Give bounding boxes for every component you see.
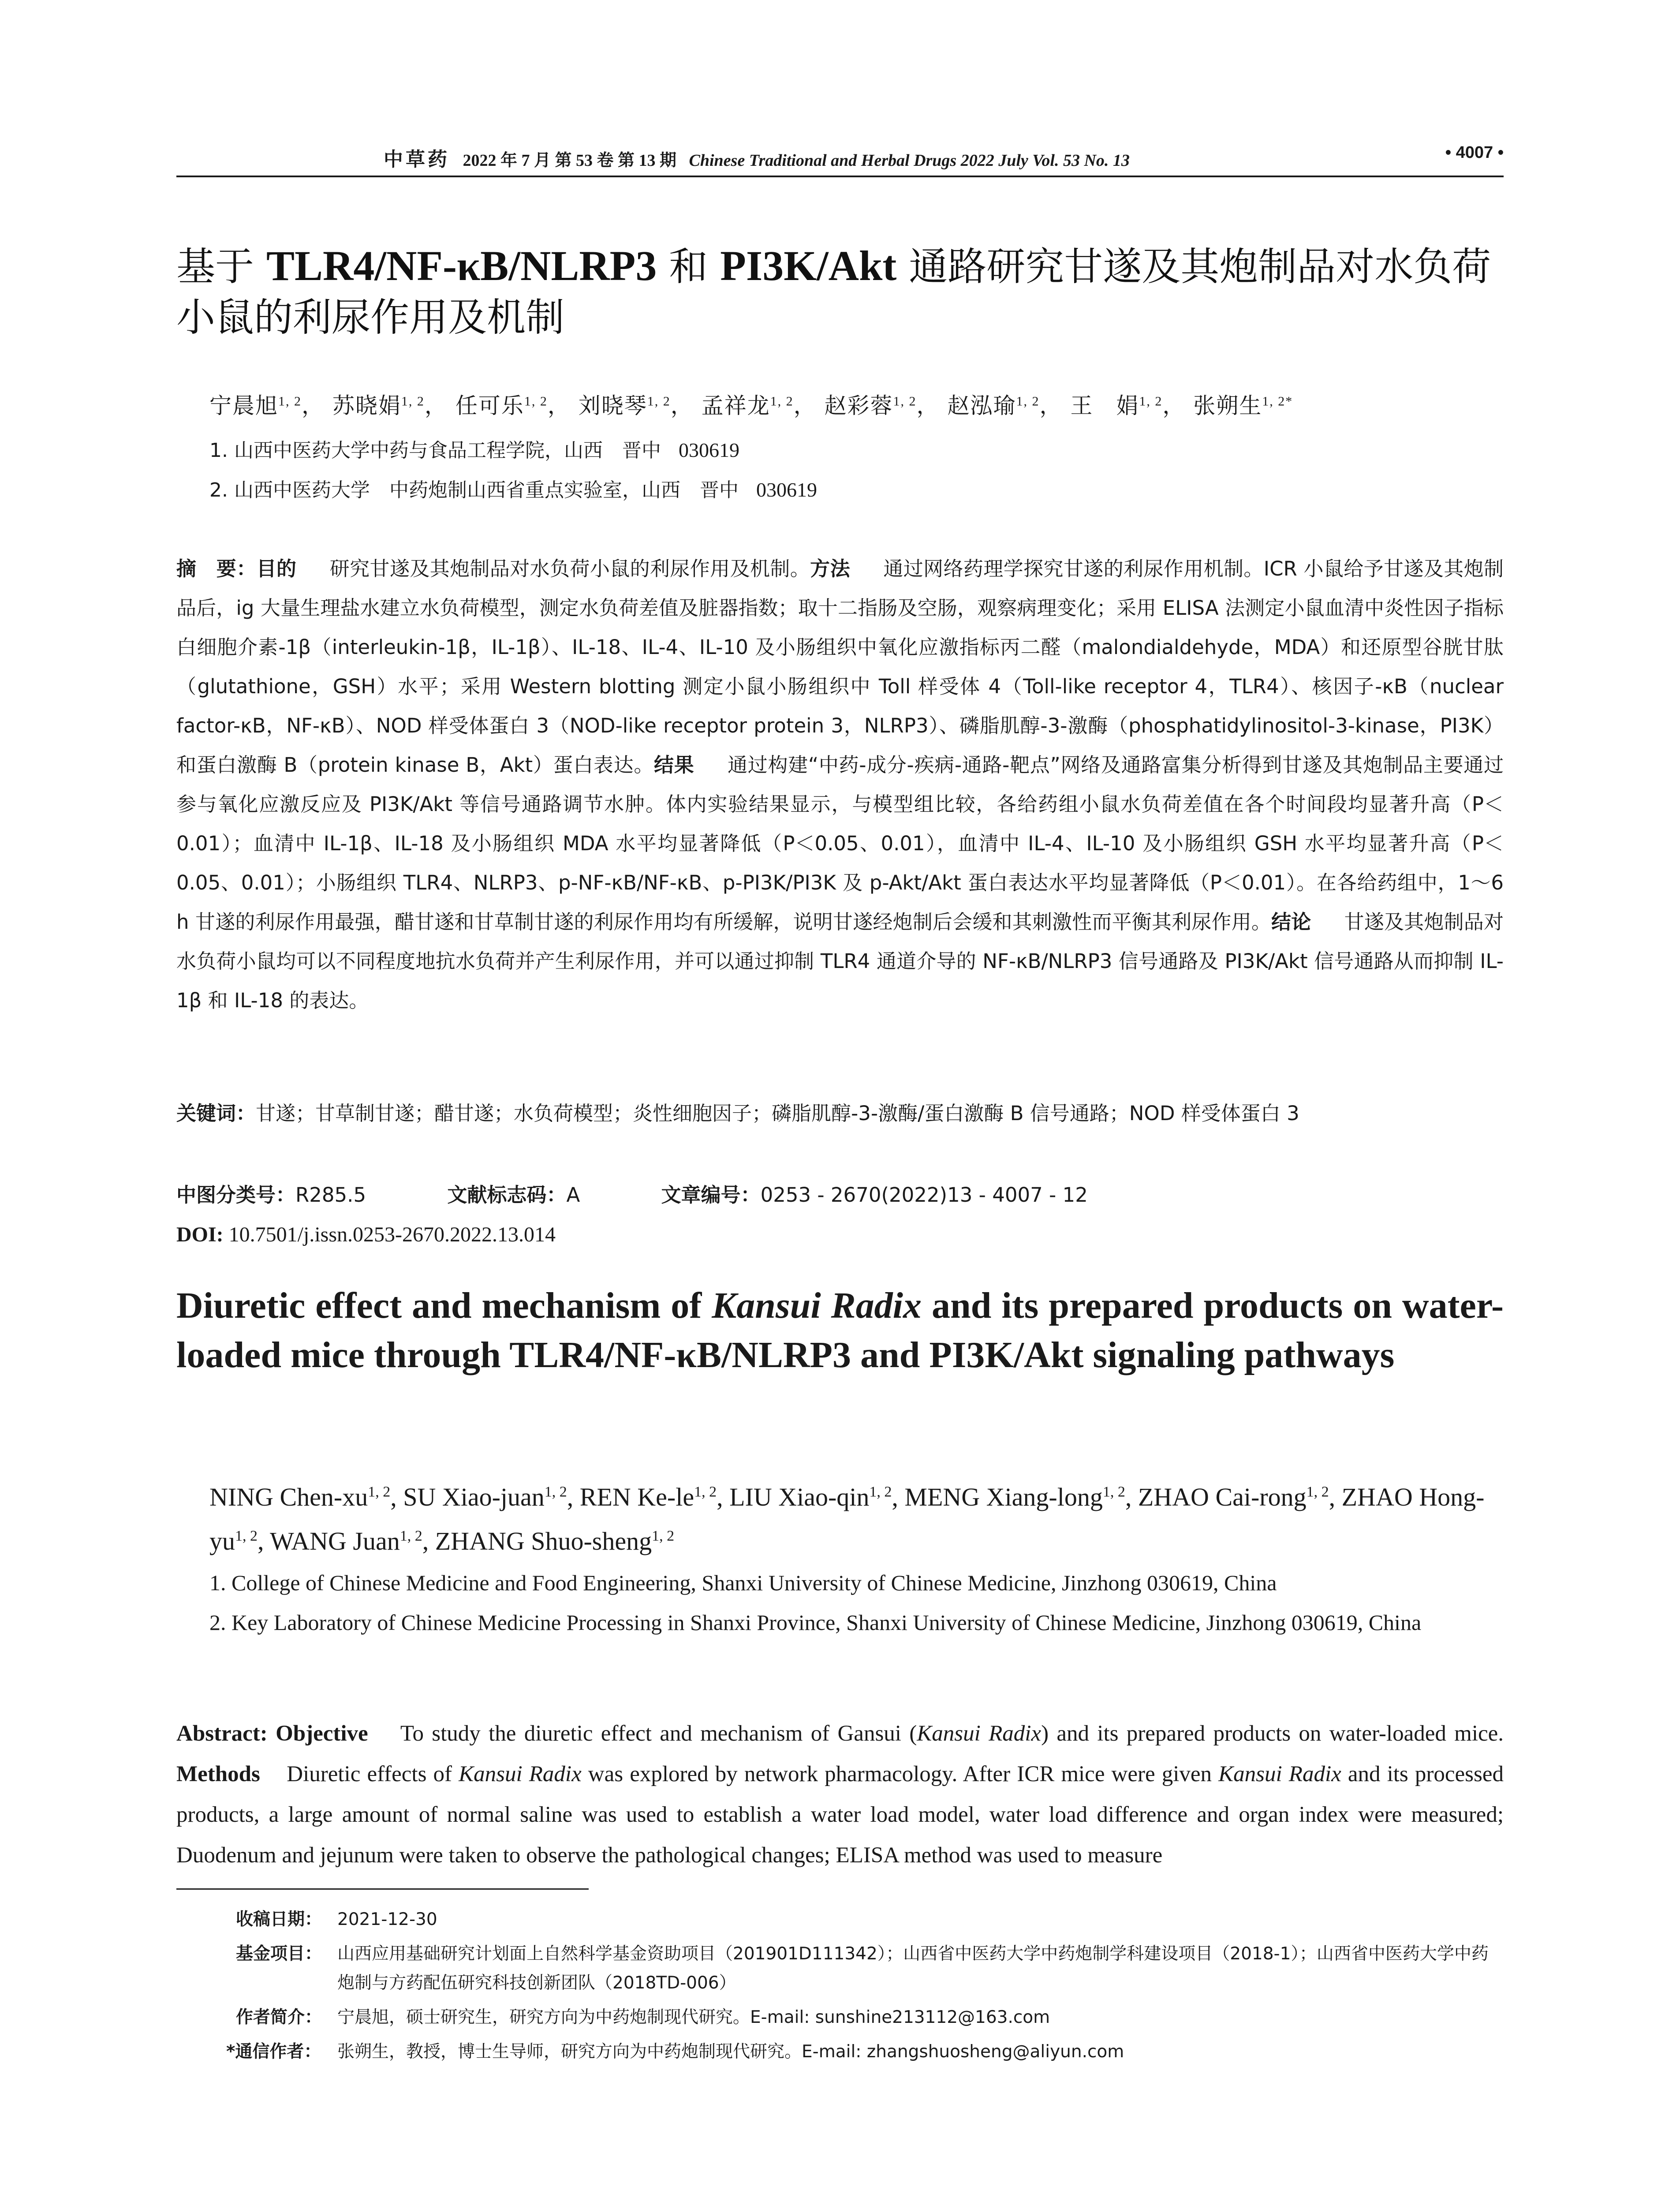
cn-author: 宁晨旭$^{1, 2}$ xyxy=(209,393,302,419)
abstract-label: 摘 要： xyxy=(176,557,257,580)
received-date: 收稿日期： 2021-12-30 xyxy=(236,1910,437,1929)
funding: 基金项目： 山西应用基础研究计划面上自然科学基金资助项目（201901D111342）；山西省中医药大学中药炮制学科建设项目（2018-1）；山西省中医药大学中药炮制与方药配伍研究科技创新团队（2018TD-006） xyxy=(236,1944,1489,1993)
cn-title-part: 基于 xyxy=(176,244,266,289)
en-author: ZHAO Cai-rong$^{1, 2}$ xyxy=(1138,1483,1329,1512)
en-affiliation: 1. College of Chinese Medicine and Food Engineering, Shanxi University of Chinese Medicine, Jinzhong 030619, China xyxy=(209,1570,1277,1595)
corresponding-author: *通信作者： 张朔生，教授，博士生导师，研究方向为中药炮制现代研究。E-mail: zhangshuosheng@aliyun.com xyxy=(226,2042,1124,2062)
cn-author-list: 宁晨旭$^{1, 2}$， 苏晓娟$^{1, 2}$， 任可乐$^{1, 2}$， 刘晓琴$^{1, 2}$， 孟祥龙$^{1, 2}$， 赵彩蓉$^{1, 2}$， 赵泓瑜$^{1, 2}$， 王 娟$^{1, 2}$， 张朔生$^{1, 2*}$ xyxy=(209,393,1293,419)
methods-text: 通过网络药理学探究甘遂的利尿作用机制。ICR 小鼠给予甘遂及其炮制品后，ig 大量生理盐水建立水负荷模型，测定水负荷差值及脏器指数；取十二指肠及空肠，观察病理变化；采用 ELISA 法测定小鼠血清中炎性因子指标白细胞介素-1β（interleukin-1β，IL-1β）、IL-18、IL-4、IL-10 及小肠组织中氧化应激指标丙二醛（malondialdehyde，MDA）和还原型谷胱甘肽（glutathione，GSH）水平；采用 Western blotting 测定小鼠小肠组织中 Toll 样受体 4（Toll-like receptor 4，TLR4）、核因子-κB（nuclear factor-κB，NF-κB）、NOD 样受体蛋白 3（NOD-like receptor protein 3，NLRP3）、磷脂肌醇-3-激酶（phosphatidylinositol-3-kinase，PI3K）和蛋白激酶 B（protein kinase B，Akt）蛋白表达。 xyxy=(176,557,1504,777)
en-author: WANG Juan$^{1, 2}$ xyxy=(269,1526,422,1555)
issue-cn: 2022 年 7 月 第 53 卷 第 13 期 xyxy=(463,151,677,170)
cn-classification xyxy=(176,1175,1504,1215)
en-methods-label: Methods xyxy=(176,1762,260,1786)
results-label: 结果 xyxy=(654,753,694,777)
en-author: LIU Xiao-qin$^{1, 2}$ xyxy=(729,1483,892,1512)
results-text: 通过构建“中药-成分-疾病-通路-靶点”网络及通路富集分析得到甘遂及其炮制品主要通过参与氧化应激反应及 PI3K/Akt 等信号通路调节水肿。体内实验结果显示，与模型组比较，各给药组小鼠水负荷差值在各个时间段均显著升高（P＜0.01）；血清中 IL-1β、IL-18 及小肠组织 MDA 水平均显著降低（P＜0.05、0.01），血清中 IL-4、IL-10 及小肠组织 GSH 水平均显著升高（P＜0.05、0.01）；小肠组织 TLR4、NLRP3、p-NF-κB/NF-κB、p-PI3K/PI3K 及 p-Akt/Akt 蛋白表达水平均显著降低（P＜0.01）。在各给药组中，1～6 h 甘遂的利尿作用最强，醋甘遂和甘草制甘遂的利尿作用均有所缓解，说明甘遂经炮制后会缓和其刺激性而平衡其利尿作用。 xyxy=(176,753,1504,934)
cn-author: 赵彩蓉$^{1, 2}$ xyxy=(824,393,917,419)
en-author-list: NING Chen-xu$^{1, 2}$, SU Xiao-juan$^{1, 2}$, REN Ke-le$^{1, 2}$, LIU Xiao-qin$^{1, 2}$, MENG Xiang-long$^{1, 2}$, ZHAO Cai-rong$^{1, 2}$, ZHAO Hong-yu$^{1, 2}$, WANG Juan$^{1, 2}$, ZHANG Shuo-sheng$^{1, 2}$ xyxy=(209,1483,1485,1555)
cn-abstract xyxy=(176,549,1504,1020)
methods-label: 方法 xyxy=(810,557,850,580)
en-author: SU Xiao-juan$^{1, 2}$ xyxy=(403,1483,567,1512)
cn-title xyxy=(176,240,1504,343)
running-header xyxy=(176,143,1504,170)
cn-author: 王 娟$^{1, 2}$ xyxy=(1070,393,1163,419)
page-number: • 4007 • xyxy=(1445,143,1504,162)
cn-author: 任可乐$^{1, 2}$ xyxy=(455,393,548,419)
conclusion-text: 甘遂及其炮制品对水负荷小鼠均可以不同程度地抗水负荷并产生利尿作用，并可以通过抑制 TLR4 通道介导的 NF-κB/NLRP3 信号通路及 PI3K/Akt 信号通路从而抑制 IL-1β 和 IL-18 的表达。 xyxy=(176,910,1504,1012)
journal-logo: 中草药 xyxy=(384,149,450,170)
conclusion-label: 结论 xyxy=(1271,910,1311,934)
en-abstract-label: Abstract: xyxy=(176,1721,268,1746)
cn-author: 刘晓琴$^{1, 2}$ xyxy=(578,393,671,419)
footnote-rule xyxy=(176,1888,589,1890)
keywords-text: 甘遂；甘草制甘遂；醋甘遂；水负荷模型；炎性细胞因子；磷脂肌醇-3-激酶/蛋白激酶 B 信号通路；NOD 样受体蛋白 3 xyxy=(256,1102,1299,1125)
cn-author: 张朔生$^{1, 2*}$ xyxy=(1193,393,1293,419)
article-id: 文章编号：0253 - 2670(2022)13 - 4007 - 12 xyxy=(661,1183,1088,1207)
cn-title-part: PI3K/Akt xyxy=(720,242,897,289)
cn-title-part: 和 xyxy=(657,244,721,289)
en-objective-label: Objective xyxy=(276,1721,368,1746)
cn-title-part: TLR4/NF-κB/NLRP3 xyxy=(266,242,657,289)
en-abstract: Abstract: Objective To study the diuretic effect and mechanism of Gansui (Kansui Radix) and its prepared products on water-loaded mice. Methods Diuretic effects of Kansui Radix was explored by network pharmacology. After ICR mice were given Kansui Radix and its processed products, a large amount of normal saline was used to establish a water load model, water load difference and organ index were measured; Duodenum and jejunum were taken to observe the pathological changes; ELISA method was used to measure xyxy=(176,1721,1504,1868)
cn-author: 孟祥龙$^{1, 2}$ xyxy=(701,393,794,419)
cn-author: 赵泓瑜$^{1, 2}$ xyxy=(947,393,1040,419)
en-affiliation: 2. Key Laboratory of Chinese Medicine Processing in Shanxi Province, Shanxi University of Chinese Medicine, Jinzhong 030619, China xyxy=(209,1610,1422,1635)
en-author: ZHANG Shuo-sheng$^{1, 2}$ xyxy=(435,1526,675,1555)
cn-affiliation: 2. 山西中医药大学 中药炮制山西省重点实验室，山西 晋中 030619 xyxy=(209,478,817,501)
en-author: REN Ke-le$^{1, 2}$ xyxy=(579,1483,717,1512)
en-title: Diuretic effect and mechanism of Kansui Radix and its prepared products on water-loaded mice through TLR4/NF-κB/NLRP3 and PI3K/Akt signaling pathways xyxy=(176,1285,1504,1375)
cn-author: 苏晓娟$^{1, 2}$ xyxy=(332,393,425,419)
en-author: MENG Xiang-long$^{1, 2}$ xyxy=(904,1483,1125,1512)
doi xyxy=(176,1215,1504,1254)
document-code: 文献标志码：A xyxy=(447,1183,580,1207)
cn-title-part: 通路研究甘遂及其炮制品对水负荷小鼠的利尿作用及机制 xyxy=(176,244,1491,340)
doi-label: DOI: xyxy=(176,1223,224,1246)
author-bio: 作者简介： 宁晨旭，硕士研究生，研究方向为中药炮制现代研究。E-mail: sunshine213112@163.com xyxy=(236,2007,1050,2027)
clc-number: 中图分类号：R285.5 xyxy=(176,1183,366,1207)
objective-label: 目的 xyxy=(256,557,297,580)
en-author: NING Chen-xu$^{1, 2}$ xyxy=(209,1483,391,1512)
en-author: ZHAO Hong-yu$^{1, 2}$ xyxy=(209,1483,1485,1555)
objective-text: 研究甘遂及其炮制品对水负荷小鼠的利尿作用及机制。 xyxy=(329,557,810,580)
running-header-left xyxy=(384,143,1130,172)
footnotes xyxy=(226,1905,1504,2072)
cn-affiliation: 1. 山西中医药大学中药与食品工程学院，山西 晋中 030619 xyxy=(209,439,739,462)
doi-value[interactable]: 10.7501/j.issn.0253-2670.2022.13.014 xyxy=(228,1223,556,1246)
cn-keywords xyxy=(176,1094,1504,1133)
journal-en: Chinese Traditional and Herbal Drugs 2022 July Vol. 53 No. 13 xyxy=(689,151,1130,170)
keywords-label: 关键词： xyxy=(176,1102,256,1125)
header-rule xyxy=(176,176,1504,177)
